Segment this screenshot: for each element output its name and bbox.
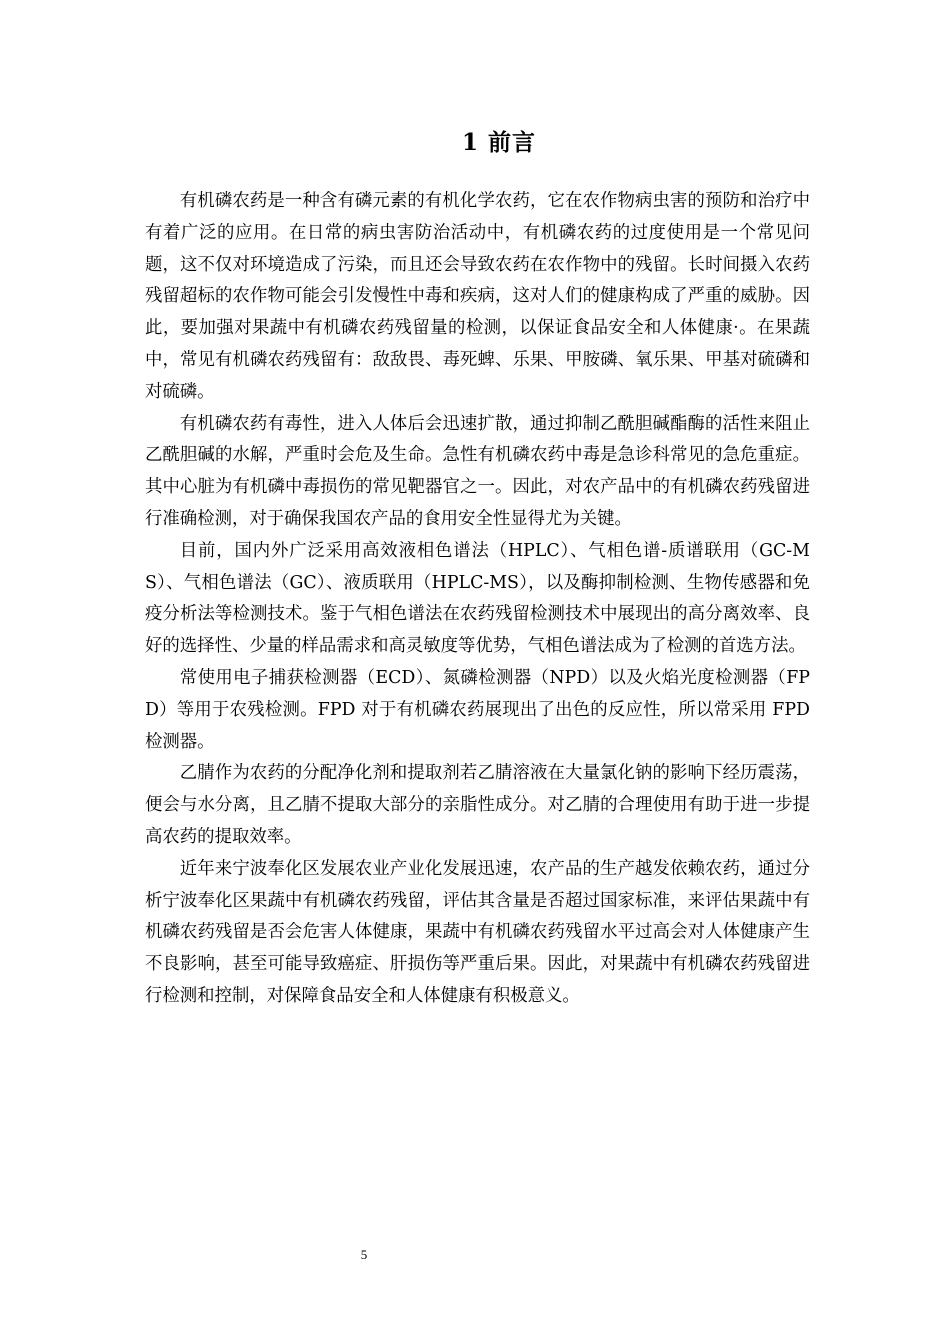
paragraph-detection-methods: 目前，国内外广泛采用高效液相色谱法（HPLC）、气相色谱-质谱联用（GC-MS）、气相色谱法（GC）、液质联用（HPLC-MS），以及酶抑制检测、生物传感器和免疫分析法等检测技术。鉴于气相色谱法在农药残留检测技术中展现出的高分离效率、良好的选择性、少量的样品需求和高灵敏度等优势，气相色谱法成为了检测的首选方法。 xyxy=(145,540,810,657)
page-number: 5 xyxy=(360,1247,368,1262)
page-title: 1 前言 xyxy=(461,129,536,156)
paragraph-significance: 近年来宁波奉化区发展农业产业化发展迅速，农产品的生产越发依赖农药，通过分析宁波奉化区果蔬中有机磷农药残留，评估其含量是否超过国家标准，来评估果蔬中有机磷农药残留是否会危害人体健康，果蔬中有机磷农药残留水平过高会对人体健康产生不良影响，甚至可能导致癌症、肝损伤等严重后果。因此，对果蔬中有机磷农药残留进行检测和控制，对保障食品安全和人体健康有积极意义。 xyxy=(145,858,810,1006)
paragraph-acetonitrile: 乙腈作为农药的分配净化剂和提取剂若乙腈溶液在大量氯化钠的影响下经历震荡，便会与水分离，且乙腈不提取大部分的亲脂性成分。对乙腈的合理使用有助于进一步提高农药的提取效率。 xyxy=(145,763,810,847)
paragraph-toxicity: 有机磷农药有毒性，进入人体后会迅速扩散，通过抑制乙酰胆碱酯酶的活性来阻止乙酰胆碱的水解，严重时会危及生命。急性有机磷农药中毒是急诊科常见的急危重症。其中心脏为有机磷中毒损伤的常见靶器官之一。因此，对农产品中的有机磷农药残留进行准确检测，对于确保我国农产品的食用安全性显得尤为关键。 xyxy=(145,413,810,529)
paragraph-intro: 有机磷农药是一种含有磷元素的有机化学农药，它在农作物病虫害的预防和治疗中有着广泛的应用。在日常的病虫害防治活动中，有机磷农药的过度使用是一个常见问题，这不仅对环境造成了污染，而且还会导致农药在农作物中的残留。长时间摄入农药残留超标的农作物可能会引发慢性中毒和疾病，这对人们的健康构成了严重的威胁。因此，要加强对果蔬中有机磷农药残留量的检测，以保证食品安全和人体健康·。在果蔬中，常见有机磷农药残留有：敌敌畏、毒死蜱、乐果、甲胺磷、氧乐果、甲基对硫磷和对硫磷。 xyxy=(145,191,810,402)
paragraph-detectors: 常使用电子捕获检测器（ECD）、氮磷检测器（NPD）以及火焰光度检测器（FPD）等用于农残检测。FPD 对于有机磷农药展现出了出色的反应性，所以常采用 FPD 检测器。 xyxy=(145,667,810,752)
body-text xyxy=(145,186,810,1013)
